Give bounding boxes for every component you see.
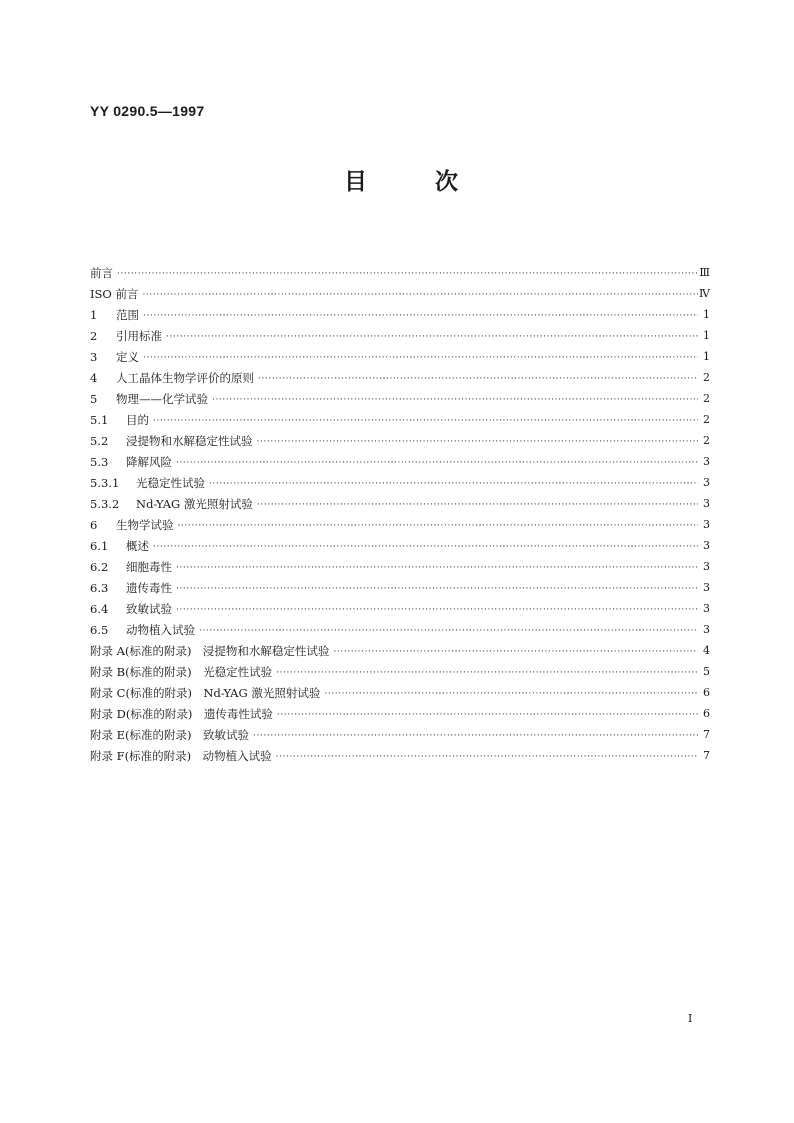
- toc-entry-title: 附录 F(标准的附录) 动物植入试验: [90, 748, 272, 763]
- toc-section-number: 5.1: [90, 412, 109, 427]
- dot-leader: [166, 328, 698, 342]
- toc-entry-label: [90, 727, 253, 743]
- toc-page-number: 3: [703, 497, 710, 510]
- toc-entry-title: 附录 E(标准的附录) 致敏试验: [90, 727, 250, 742]
- toc-entry-label: [90, 412, 153, 428]
- toc-page-number: 1: [703, 350, 710, 363]
- toc-entry-title: 人工晶体生物学评价的原则: [116, 370, 254, 385]
- toc-entry[interactable]: [90, 598, 710, 619]
- toc-entry[interactable]: [90, 451, 710, 472]
- toc-entry[interactable]: [90, 346, 710, 367]
- toc-entry-title: 细胞毒性: [126, 559, 172, 574]
- dot-leader: [324, 685, 698, 699]
- dot-leader: [277, 706, 698, 720]
- toc-entry-title: 附录 B(标准的附录) 光稳定性试验: [90, 664, 273, 679]
- toc-entry-label: [90, 328, 166, 344]
- toc-entry[interactable]: [90, 682, 710, 703]
- toc-section-number: 5.3.1: [90, 475, 120, 490]
- dot-leader: [176, 580, 698, 594]
- toc-entry-title: Nd-YAG 激光照射试验: [136, 496, 253, 511]
- toc-page-number: 1: [703, 329, 710, 342]
- toc-page-number: 4: [703, 644, 710, 657]
- toc-entry-label: [90, 559, 176, 575]
- dot-leader: [143, 286, 698, 300]
- toc-section-number: 5.2: [90, 433, 109, 448]
- toc-page-number: 3: [703, 602, 710, 615]
- toc-section-number: 5.3.2: [90, 496, 120, 511]
- dot-leader: [153, 412, 698, 426]
- toc-entry-label: [90, 538, 153, 554]
- dot-leader: [209, 475, 698, 489]
- toc-page-number: 2: [703, 413, 710, 426]
- toc-entry-label: [90, 706, 277, 722]
- toc-page-number: 6: [703, 707, 710, 720]
- dot-leader: [153, 538, 698, 552]
- toc-page-number: 7: [703, 749, 710, 762]
- toc-page-number: 2: [703, 434, 710, 447]
- toc-entry[interactable]: [90, 430, 710, 451]
- page-title: 目次: [344, 169, 526, 195]
- toc-entry[interactable]: [90, 283, 710, 304]
- toc-entry[interactable]: [90, 577, 710, 598]
- toc-entry[interactable]: [90, 703, 710, 724]
- toc-page-number: 7: [703, 728, 710, 741]
- dot-leader: [143, 349, 698, 363]
- toc-entry-title: 附录 A(标准的附录) 浸提物和水解稳定性试验: [90, 643, 330, 658]
- dot-leader: [258, 370, 698, 384]
- toc-entry[interactable]: [90, 304, 710, 325]
- toc-entry-label: [90, 349, 143, 365]
- toc-entry-title: 遗传毒性: [126, 580, 172, 595]
- toc-entry[interactable]: [90, 556, 710, 577]
- toc-page-number: 3: [703, 539, 710, 552]
- toc-entry-title: 生物学试验: [116, 517, 174, 532]
- toc-entry[interactable]: [90, 472, 710, 493]
- dot-leader: [117, 265, 698, 279]
- toc-page-number: 3: [703, 581, 710, 594]
- toc-entry-label: [90, 265, 117, 281]
- toc-entry-title: 目的: [126, 412, 149, 427]
- toc-page-number: Ⅲ: [699, 266, 710, 279]
- dot-leader: [257, 433, 699, 447]
- toc-entry-title: 范围: [116, 307, 139, 322]
- toc-entry-title: 定义: [116, 349, 139, 364]
- toc-entry-title: 附录 C(标准的附录) Nd-YAG 激光照射试验: [90, 685, 321, 700]
- toc-entry[interactable]: [90, 745, 710, 766]
- toc-page-number: 2: [703, 392, 710, 405]
- toc-section-number: 6.3: [90, 580, 109, 595]
- toc-section-number: 6.4: [90, 601, 109, 616]
- toc-entry-title: 致敏试验: [126, 601, 172, 616]
- toc-entry-label: [90, 433, 257, 449]
- toc-entry-title: 附录 D(标准的附录) 遗传毒性试验: [90, 706, 273, 721]
- toc-entry[interactable]: [90, 640, 710, 661]
- toc-entry-label: [90, 685, 324, 701]
- toc-entry-label: [90, 454, 176, 470]
- toc-entry-label: [90, 307, 143, 323]
- toc-entry-title: 降解风险: [126, 454, 172, 469]
- toc-section-number: 6.2: [90, 559, 109, 574]
- toc-entry-title: 浸提物和水解稳定性试验: [126, 433, 253, 448]
- toc-page-number: 6: [703, 686, 710, 699]
- toc-entry-title: 前言: [90, 265, 113, 280]
- document-code: YY 0290.5—1997: [90, 103, 205, 119]
- dot-leader: [178, 517, 699, 531]
- toc-entry-label: [90, 517, 178, 533]
- dot-leader: [212, 391, 698, 405]
- toc-entry[interactable]: [90, 367, 710, 388]
- toc-page-number: 2: [703, 371, 710, 384]
- toc-entry-label: [90, 496, 257, 512]
- dot-leader: [333, 643, 698, 657]
- toc-entry[interactable]: [90, 535, 710, 556]
- toc-section-number: 6.1: [90, 538, 109, 553]
- dot-leader: [143, 307, 698, 321]
- toc-page-number: Ⅳ: [699, 287, 710, 300]
- toc-page-number: 3: [703, 623, 710, 636]
- toc-section-number: 2: [90, 328, 98, 343]
- toc-entry-label: [90, 475, 209, 491]
- dot-leader: [276, 664, 698, 678]
- toc-section-number: 4: [90, 370, 98, 385]
- toc-entry-title: 物理——化学试验: [116, 391, 208, 406]
- dot-leader: [276, 748, 698, 762]
- dot-leader: [253, 727, 698, 741]
- toc-entry-title: 动物植入试验: [126, 622, 195, 637]
- toc-page-number: 1: [703, 308, 710, 321]
- toc-page-number: 3: [703, 518, 710, 531]
- toc-entry-label: [90, 664, 276, 680]
- toc-entry-title: 光稳定性试验: [136, 475, 205, 490]
- toc-entry[interactable]: [90, 409, 710, 430]
- toc-entry-label: [90, 622, 199, 638]
- toc-entry[interactable]: [90, 262, 710, 283]
- toc-entry-label: [90, 580, 176, 596]
- toc-section-number: 6.5: [90, 622, 109, 637]
- toc-section-number: 5: [90, 391, 98, 406]
- table-of-contents: [90, 262, 710, 766]
- toc-entry-title: 引用标准: [116, 328, 162, 343]
- dot-leader: [257, 496, 698, 510]
- toc-page-number: 5: [703, 665, 710, 678]
- dot-leader: [176, 601, 698, 615]
- toc-entry[interactable]: [90, 661, 710, 682]
- toc-section-number: 3: [90, 349, 98, 364]
- dot-leader: [199, 622, 698, 636]
- toc-page-number: 3: [703, 455, 710, 468]
- toc-entry-title: 概述: [126, 538, 149, 553]
- toc-section-number: 6: [90, 517, 98, 532]
- toc-page-number: 3: [703, 476, 710, 489]
- toc-section-number: 1: [90, 307, 98, 322]
- toc-entry[interactable]: [90, 514, 710, 535]
- toc-entry-label: [90, 391, 212, 407]
- toc-entry[interactable]: [90, 493, 710, 514]
- toc-entry-label: [90, 286, 143, 302]
- toc-entry-title: ISO 前言: [90, 286, 139, 301]
- toc-entry-label: [90, 370, 258, 386]
- dot-leader: [176, 454, 698, 468]
- toc-section-number: 5.3: [90, 454, 109, 469]
- toc-entry-label: [90, 748, 276, 764]
- page-number: I: [688, 1012, 693, 1025]
- toc-entry[interactable]: [90, 724, 710, 745]
- toc-entry[interactable]: [90, 619, 710, 640]
- toc-entry-label: [90, 601, 176, 617]
- toc-page-number: 3: [703, 560, 710, 573]
- toc-entry[interactable]: [90, 325, 710, 346]
- toc-entry[interactable]: [90, 388, 710, 409]
- toc-entry-label: [90, 643, 333, 659]
- dot-leader: [176, 559, 698, 573]
